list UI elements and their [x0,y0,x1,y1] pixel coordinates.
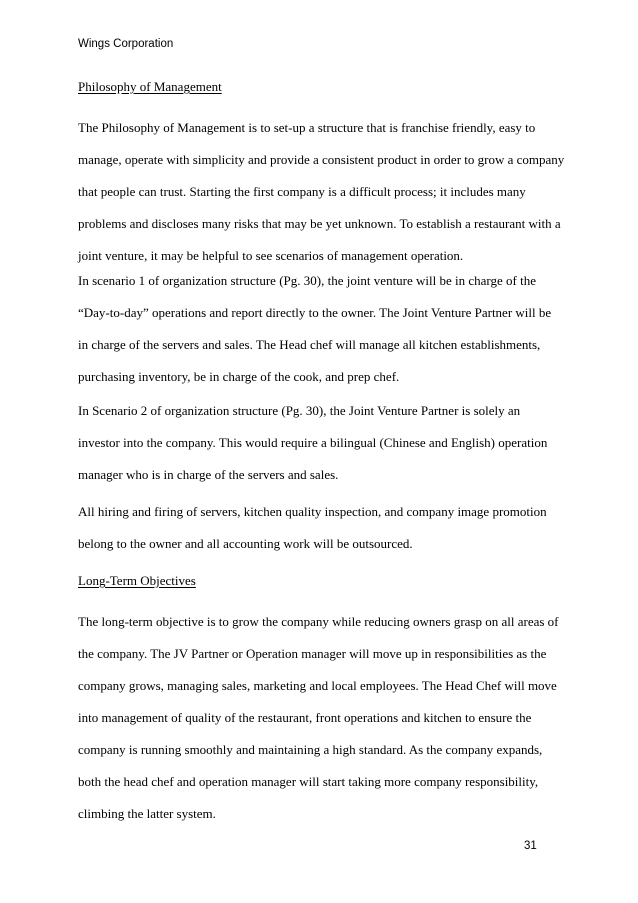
paragraph-line: manage, operate with simplicity and provide a consistent product in order to grow a company [78,152,565,167]
running-header: Wings Corporation [78,38,174,50]
paragraph-line: All hiring and firing of servers, kitchen quality inspection, and company image promotion [78,504,547,519]
paragraph-line: belong to the owner and all accounting work will be outsourced. [78,536,413,551]
heading-text: Philosophy of Management [78,79,222,94]
page-number: 31 [524,840,537,852]
paragraph-line: joint venture, it may be helpful to see scenarios of management operation. [78,248,464,263]
paragraph-line: the company. The JV Partner or Operation manager will move up in responsibilities as the [78,646,547,661]
paragraph-line: both the head chef and operation manager will start taking more company responsibility, [78,774,539,789]
paragraph-line: “Day-to-day” operations and report directly to the owner. The Joint Venture Partner will be [78,305,552,320]
paragraph-line: The long-term objective is to grow the company while reducing owners grasp on all areas of [78,614,559,629]
paragraph-line: company grows, managing sales, marketing and local employees. The Head Chef will move [78,678,557,693]
paragraph-line: that people can trust. Starting the first company is a difficult process; it includes many [78,184,526,199]
paragraph-line: problems and discloses many risks that may be yet unknown. To establish a restaurant with a [78,216,561,231]
paragraph-line: manager who is in charge of the servers and sales. [78,467,339,482]
heading-text: Long-Term Objectives [78,573,196,588]
paragraph-line: company is running smoothly and maintaining a high standard. As the company expands, [78,742,543,757]
paragraph-line: into management of quality of the restaurant, front operations and kitchen to ensure the [78,710,532,725]
paragraph-line: investor into the company. This would require a bilingual (Chinese and English) operation [78,435,548,450]
paragraph-line: in charge of the servers and sales. The Head chef will manage all kitchen establishments, [78,337,541,352]
paragraph-line: The Philosophy of Management is to set-up a structure that is franchise friendly, easy to [78,120,536,135]
paragraph-line: In Scenario 2 of organization structure (Pg. 30), the Joint Venture Partner is solely an [78,403,521,418]
paragraph-line: In scenario 1 of organization structure (Pg. 30), the joint venture will be in charge of the [78,273,536,288]
paragraph-line: purchasing inventory, be in charge of the cook, and prep chef. [78,369,400,384]
paragraph-line: climbing the latter system. [78,806,216,821]
